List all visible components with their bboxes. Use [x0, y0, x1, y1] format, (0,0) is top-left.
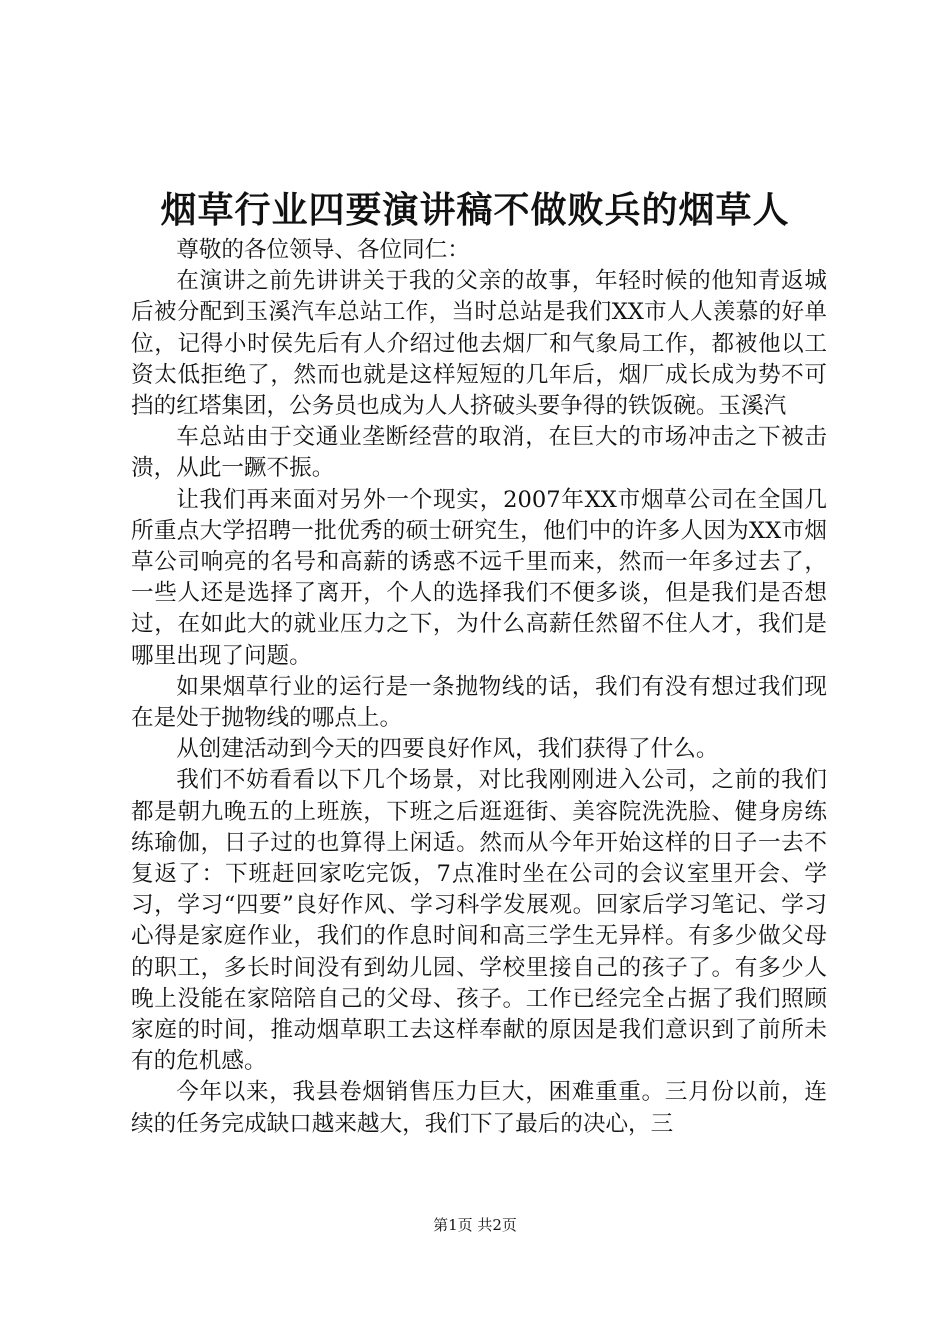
paragraph: 在演讲之前先讲讲关于我的父亲的故事，年轻时候的他知青返城后被分配到玉溪汽车总站工作，当时总站是我们XX市人人羡慕的好单位，记得小时侯先后有人介绍过他去烟厂和气象局工作，都被他以工资太低拒绝了，然而也就是这样短短的几年后，烟厂成长成为势不可挡的红塔集团，公务员也成为人人挤破头要争得的铁饭碗。玉溪汽 [131, 268, 827, 420]
document-title: 烟草行业四要演讲稿不做败兵的烟草人 [160, 189, 790, 231]
page-number-footer: 第1页 共2页 [433, 1216, 517, 1234]
paragraph: 如果烟草行业的运行是一条抛物线的话，我们有没有想过我们现在是处于抛物线的哪点上。 [131, 673, 827, 732]
paragraph: 让我们再来面对另外一个现实，2007年XX市烟草公司在全国几所重点大学招聘一批优秀的硕士研究生，他们中的许多人因为XX市烟草公司响亮的名号和高薪的诱惑不远千里而来，然而一年多过去了，一些人还是选择了离开，个人的选择我们不便多谈，但是我们是否想过，在如此大的就业压力之下，为什么高薪任然留不住人才，我们是哪里出现了问题。 [131, 486, 827, 669]
document-body [131, 235, 827, 1140]
paragraph: 我们不妨看看以下几个场景，对比我刚刚进入公司，之前的我们都是朝九晚五的上班族，下班之后逛逛街、美容院洗洗脸、健身房练练瑜伽，日子过的也算得上闲适。然而从今年开始这样的日子一去不复返了：下班赶回家吃完饭，7点准时坐在公司的会议室里开会、学习，学习“四要”良好作风、学习科学发展观。回家后学习笔记、学习心得是家庭作业，我们的作息时间和高三学生无异样。有多少做父母的职工，多长时间没有到幼儿园、学校里接自己的孩子了。有多少人晚上没能在家陪陪自己的父母、孩子。工作已经完全占据了我们照顾家庭的时间，推动烟草职工去这样奉献的原因是我们意识到了前所未有的危机感。 [131, 767, 827, 1075]
paragraph-salutation: 尊敬的各位领导、各位同仁： [176, 237, 470, 263]
paragraph: 车总站由于交通业垄断经营的取消，在巨大的市场冲击之下被击溃，从此一蹶不振。 [131, 424, 827, 482]
paragraph: 从创建活动到今天的四要良好作风，我们获得了什么。 [176, 736, 719, 763]
paragraph: 今年以来，我县卷烟销售压力巨大，困难重重。三月份以前，连续的任务完成缺口越来越大，我们下了最后的决心，三 [131, 1079, 827, 1137]
